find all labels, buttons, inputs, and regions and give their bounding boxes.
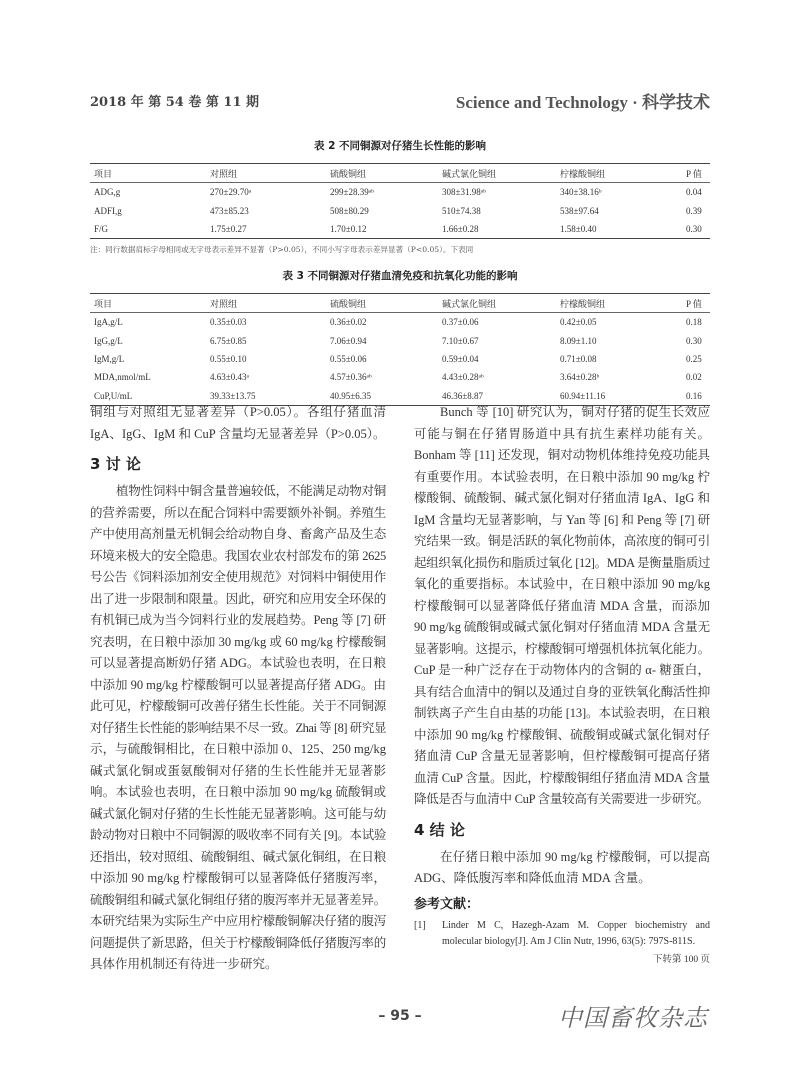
table-cell: IgG,g/L (94, 335, 123, 346)
text-line: 碱式氯化铜或蛋氨酸铜对仔猪的生长性能并无显著影 (90, 763, 386, 778)
column-header: 硫酸铜组 (330, 168, 367, 179)
table-cell: 308±31.98ᵃᵇ (442, 187, 486, 198)
text-line: 具有结合血清中的铜以及通过自身的亚铁氧化酶活性抑 (414, 684, 710, 699)
text-line: 在仔猪日粮中添加 90 mg/kg 柠檬酸铜，可以提高 (440, 849, 710, 864)
table-cell: 0.71±0.08 (560, 354, 597, 365)
text-line: Bonham 等 [11] 还发现，铜对动物机体维持免疫功能具 (414, 448, 710, 462)
table-cell: 1.66±0.28 (442, 224, 479, 235)
column-header: P 值 (686, 298, 702, 309)
column-header: 对照组 (210, 298, 238, 309)
table-cell: 0.59±0.04 (442, 354, 479, 365)
table-cell: 0.25 (686, 354, 702, 365)
text-line: 檬酸铜、硫酸铜、碱式氯化铜对仔猪血清 IgA、IgG 和 (414, 491, 710, 505)
table-cell: 340±38.16ᵇ (560, 187, 602, 198)
text-line: 产中使用高剂量无机铜会给动物自身、畜禽产品及生态 (90, 527, 386, 541)
table-cell: 7.06±0.94 (330, 335, 367, 346)
text-line: 还指出，较对照组、硫酸铜组、碱式氯化铜组，在日粮 (90, 849, 386, 864)
issue-info: 2018 年 第 54 卷 第 11 期 (90, 95, 260, 110)
text-line: 制铁离子产生自由基的功能 [13]。本试验表明，在日粮 (414, 706, 710, 720)
text-line: IgA、IgG、IgM 和 CuP 含量均无显著差异（P>0.05）。 (90, 426, 386, 441)
table-row (90, 202, 710, 220)
text-line: 号公告《饲料添加剂安全使用规范》对饲料中铜使用作 (90, 570, 386, 584)
table-cell: 299±28.39ᵃᵇ (330, 187, 374, 198)
table-cell: 7.10±0.67 (442, 335, 479, 346)
table-row (90, 183, 710, 202)
column-header: P 值 (686, 168, 702, 179)
table-cell: 510±74.38 (442, 205, 481, 216)
table-row (90, 313, 710, 332)
page-number: – 95 – (378, 1008, 422, 1024)
table-cell: MDA,nmol/mL (94, 372, 151, 383)
reference-number: [1] (414, 919, 426, 931)
text-line: 中添加 90 mg/kg 柠檬酸铜可以显著提高仔猪 ADG。由 (90, 677, 386, 692)
column-header: 对照组 (210, 168, 238, 179)
text-line: 问题提供了新思路，但关于柠檬酸铜降低仔猪腹泻率的 (90, 935, 386, 950)
text-line: 响。本试验也表明，在日粮中添加 90 mg/kg 硫酸铜或 (90, 785, 386, 799)
column-header: 项目 (94, 298, 113, 309)
section-heading-discussion: 3 讨 论 (90, 455, 141, 473)
table-cell: 0.35±0.03 (210, 317, 247, 328)
table-cell: IgM,g/L (94, 354, 125, 365)
text-line: 氧化的重要指标。本试验中，在日粮中添加 90 mg/kg (414, 577, 710, 591)
table-cell: 0.16 (686, 390, 702, 401)
table-cell: 0.42±0.05 (560, 317, 597, 328)
table-header-row (90, 164, 710, 183)
column-header: 项目 (94, 168, 113, 179)
text-line: 示，与硫酸铜相比，在日粮中添加 0、125、250 mg/kg (90, 742, 386, 756)
table-cell: 0.55±0.10 (210, 354, 247, 365)
text-line: 本研究结果为实际生产中应用柠檬酸铜解决仔猪的腹泻 (90, 914, 386, 928)
text-line: 有重要作用。本试验表明，在日粮中添加 90 mg/kg 柠 (414, 469, 710, 484)
text-line: 中添加 90 mg/kg 柠檬酸铜、硫酸铜或碱式氯化铜对仔 (414, 727, 710, 742)
text-line: 硫酸铜组和碱式氯化铜组仔猪的腹泻率并无显著差异。 (90, 892, 386, 907)
text-line: 此可见，柠檬酸铜可改善仔猪生长性能。关于不同铜源 (90, 699, 386, 713)
text-line: 中添加 90 mg/kg 柠檬酸铜可以显著降低仔猪腹泻率， (90, 871, 386, 885)
table-row (90, 350, 710, 368)
table-header-row (90, 294, 710, 313)
text-line: 可能与铜在仔猪胃肠道中具有抗生素样功能有关。 (414, 426, 710, 441)
table-cell: 0.37±0.06 (442, 317, 479, 328)
text-line: 环境来极大的安全隐患。我国农业农村部发布的第 2625 (90, 548, 386, 563)
right-column (414, 402, 710, 970)
continued-note: 下转第 100 页 (652, 954, 710, 965)
table-cell: 1.75±0.27 (210, 224, 247, 235)
reference-item (414, 918, 710, 950)
text-line: 的营养需要，所以在配合饲料中需要额外补铜。养殖生 (90, 505, 386, 520)
table-cell: 6.75±0.85 (210, 335, 247, 346)
table-cell: ADG,g (94, 187, 121, 198)
table-cell: IgA,g/L (94, 317, 123, 328)
text-line: 90 mg/kg 硫酸铜或碱式氯化铜对仔猪血清 MDA 含量无 (414, 620, 710, 634)
table-cell: 270±29.70ᵃ (210, 187, 252, 198)
text-line: IgM 含量均无显著影响，与 Yan 等 [6] 和 Peng 等 [7] 研 (414, 512, 710, 527)
table-cell: 0.30 (686, 335, 702, 346)
table-cell: 4.57±0.36ᵃᵇ (330, 372, 372, 383)
references-heading: 参考文献： (414, 896, 480, 912)
table-cell: 4.43±0.28ᵃᵇ (442, 372, 484, 383)
table-cell: 0.18 (686, 317, 702, 328)
text-line: 有机铜已成为当今饲料行业的发展趋势。Peng 等 [7] 研 (90, 613, 386, 627)
table-cell: ADFI,g (94, 205, 122, 216)
table-cell: 8.09±1.10 (560, 335, 597, 346)
text-line: 究表明，在日粮中添加 30 mg/kg 或 60 mg/kg 柠檬酸铜 (90, 634, 386, 649)
table-cell: 0.55±0.06 (330, 354, 367, 365)
table-cell: 0.36±0.02 (330, 317, 367, 328)
text-line: 龄动物对日粮中不同铜源的吸收率不同有关 [9]。本试验 (90, 828, 386, 842)
table-cell: 60.94±11.16 (560, 390, 606, 401)
table-cell: 538±97.64 (560, 205, 599, 216)
text-line: 对仔猪生长性能的影响结果不尽一致。Zhai 等 [8] 研究显 (90, 720, 386, 735)
table-row (90, 220, 710, 239)
text-line: CuP 是一种广泛存在于动物体内的含铜的 α- 糖蛋白， (414, 663, 710, 677)
text-line: 出了进一步限制和限量。因此，研究和应用安全环保的 (90, 591, 386, 606)
left-column (90, 402, 386, 976)
column-header: 硫酸铜组 (330, 298, 367, 309)
table2-title: 表 2 不同铜源对仔猪生长性能的影响 (313, 140, 487, 152)
table-cell: 473±85.23 (210, 205, 249, 216)
text-line: 血清 CuP 含量。因此，柠檬酸铜组仔猪血清 MDA 含量 (414, 770, 710, 785)
table-cell: 0.39 (686, 205, 702, 216)
text-line: 究结果一致。铜是活跃的氧化物前体，高浓度的铜可引 (414, 534, 710, 548)
table-cell: 46.36±8.87 (442, 390, 483, 401)
text-line: 猪血清 CuP 含量无显著影响，但柠檬酸铜可提高仔猪 (414, 749, 710, 763)
text-line: 降低是否与血清中 CuP 含量较高有关需要进一步研究。 (414, 792, 709, 806)
table-cell: 1.58±0.40 (560, 224, 597, 235)
table-cell: F/G (94, 224, 109, 235)
text-line: 具体作用机制还有待进一步研究。 (90, 957, 278, 971)
column-header: 柠檬酸铜组 (560, 168, 606, 179)
table-cell: 508±80.29 (330, 205, 369, 216)
text-line: ADG、降低腹泻率和降低血清 MDA 含量。 (414, 871, 651, 885)
table-cell: CuP,U/mL (94, 390, 133, 401)
table-cell: 0.04 (686, 187, 702, 198)
reference-text: Linder M C, Hazegh-Azam M. Copper biochemistry and molecular biology[J]. Am J Clin Nutr, 1996, 63(5): 797S-811S. (442, 919, 710, 947)
section-heading-conclusion: 4 结 论 (414, 820, 465, 839)
table2 (90, 164, 710, 239)
table-cell: 1.70±0.12 (330, 224, 367, 235)
column-header: 柠檬酸铜组 (560, 298, 606, 309)
journal-logo: 中国畜牧杂志 (558, 1004, 708, 1032)
text-line: Bunch 等 [10] 研究认为，铜对仔猪的促生长效应 (440, 405, 710, 419)
table-cell: 0.02 (686, 372, 702, 383)
text-line: 可以显著提高断奶仔猪 ADG。本试验也表明，在日粮 (90, 656, 386, 670)
table-cell: 39.33±13.75 (210, 390, 256, 401)
column-header: 碱式氯化铜组 (442, 168, 497, 179)
text-line: 起组织氧化损伤和脂质过氧化 [12]。MDA 是衡量脂质过 (414, 555, 710, 570)
table2-note: 注：同行数据肩标字母相同或无字母表示差异不显著（P>0.05），不同小写字母表示差异显著（P<0.05）。下表同 (90, 245, 474, 254)
text-line: 柠檬酸铜可以显著降低仔猪血清 MDA 含量，而添加 (414, 598, 710, 613)
section-title: Science and Technology · 科学技术 (455, 93, 710, 112)
text-line: 显著影响。这提示，柠檬酸铜可增强机体抗氧化能力。 (414, 641, 710, 656)
text-line: 植物性饲料中铜含量普遍较低，不能满足动物对铜 (116, 484, 386, 498)
table-row (90, 332, 710, 350)
table-cell: 3.64±0.28ᵇ (560, 372, 600, 383)
column-header: 碱式氯化铜组 (442, 298, 497, 309)
table-cell: 4.63±0.43ᵃ (210, 372, 249, 383)
table-row (90, 368, 710, 386)
text-line: 碱式氯化铜对仔猪的生长性能无显著影响。这可能与幼 (90, 806, 386, 821)
text-line: 铜组与对照组无显著差异（P>0.05）。各组仔猪血清 (90, 405, 386, 419)
table3-title: 表 3 不同铜源对仔猪血清免疫和抗氧化功能的影响 (282, 270, 518, 282)
table-cell: 40.95±6.35 (330, 390, 371, 401)
table-cell: 0.30 (686, 224, 702, 235)
table3 (90, 294, 710, 406)
